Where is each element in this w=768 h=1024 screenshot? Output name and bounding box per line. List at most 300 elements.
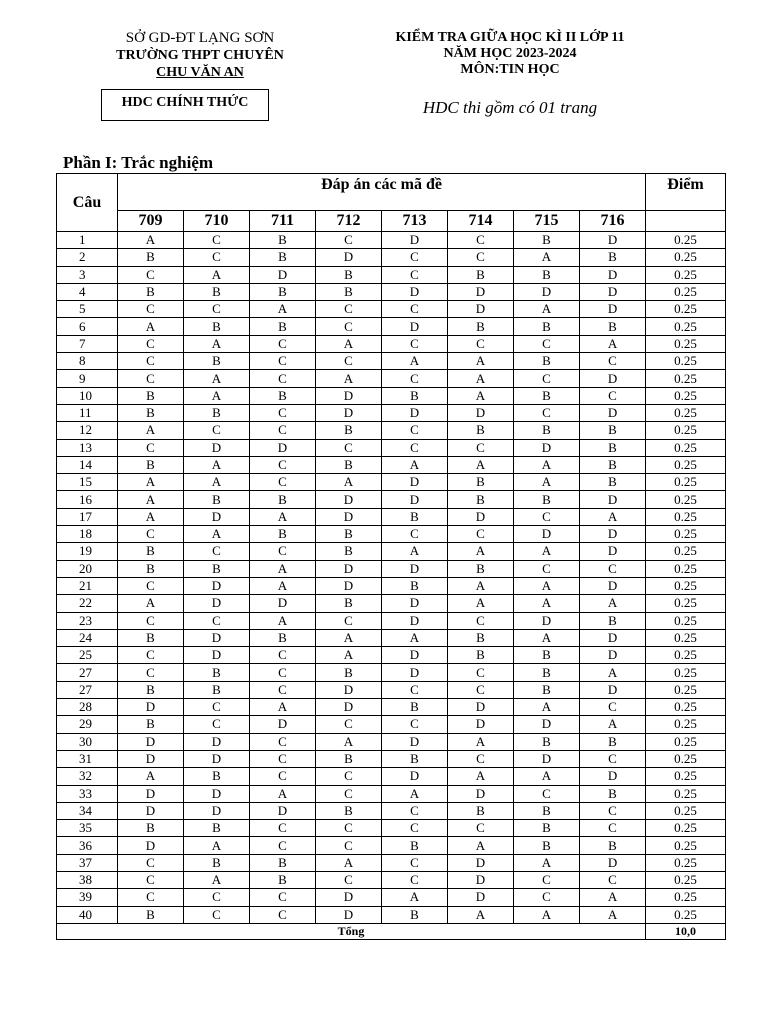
answer-cell: B	[118, 404, 184, 421]
answer-cell: C	[118, 577, 184, 594]
answer-cell: B	[514, 681, 580, 698]
answer-cell: B	[250, 387, 316, 404]
answer-cell: B	[514, 353, 580, 370]
table-header-row	[57, 174, 726, 211]
points-cell: 0.25	[646, 785, 726, 802]
answer-cell: C	[382, 681, 448, 698]
answer-cell: D	[580, 404, 646, 421]
answer-cell: D	[316, 699, 382, 716]
answer-cell: D	[118, 750, 184, 767]
question-number-cell: 7	[57, 335, 118, 352]
question-number-cell: 2	[57, 249, 118, 266]
answer-cell: C	[118, 353, 184, 370]
answer-cell: A	[382, 543, 448, 560]
answer-cell: D	[316, 681, 382, 698]
answer-cell: B	[382, 577, 448, 594]
answer-cell: A	[448, 906, 514, 923]
answer-cell: D	[514, 439, 580, 456]
answer-cell: A	[316, 854, 382, 871]
table-row	[57, 266, 726, 283]
answer-cell: D	[316, 491, 382, 508]
answer-cell: D	[118, 802, 184, 819]
answer-cell: A	[382, 629, 448, 646]
answers-column-header: Đáp án các mã đề	[118, 174, 646, 211]
answer-cell: B	[382, 387, 448, 404]
answer-cell: C	[448, 681, 514, 698]
table-row	[57, 283, 726, 300]
answer-cell: C	[580, 387, 646, 404]
answer-cell: C	[184, 699, 250, 716]
table-row	[57, 664, 726, 681]
exam-code-716: 716	[580, 211, 646, 232]
answer-cell: D	[448, 889, 514, 906]
answer-cell: D	[250, 802, 316, 819]
points-cell: 0.25	[646, 716, 726, 733]
question-number-cell: 10	[57, 387, 118, 404]
answer-cell: C	[250, 750, 316, 767]
answer-cell: B	[184, 404, 250, 421]
table-row	[57, 353, 726, 370]
answer-cell: B	[316, 266, 382, 283]
answer-cell: D	[514, 750, 580, 767]
answer-cell: D	[382, 612, 448, 629]
answer-cell: B	[184, 820, 250, 837]
answer-cell: D	[382, 404, 448, 421]
answer-cell: A	[250, 577, 316, 594]
answer-cell: A	[184, 526, 250, 543]
question-number-cell: 33	[57, 785, 118, 802]
answer-cell: B	[448, 560, 514, 577]
answer-cell: D	[580, 681, 646, 698]
answer-cell: D	[316, 249, 382, 266]
answer-cell: D	[184, 750, 250, 767]
answer-cell: D	[316, 889, 382, 906]
answer-cell: C	[382, 422, 448, 439]
exam-code-712: 712	[316, 211, 382, 232]
answer-cell: C	[382, 335, 448, 352]
answer-cell: C	[382, 854, 448, 871]
answer-cell: A	[118, 768, 184, 785]
table-row	[57, 802, 726, 819]
answer-cell: B	[448, 422, 514, 439]
answer-cell: B	[118, 543, 184, 560]
answer-cell: C	[382, 249, 448, 266]
answer-cell: C	[316, 612, 382, 629]
answer-cell: B	[514, 232, 580, 249]
table-row	[57, 906, 726, 923]
answer-cell: C	[580, 750, 646, 767]
answer-cell: D	[580, 543, 646, 560]
answer-cell: C	[118, 266, 184, 283]
table-row	[57, 699, 726, 716]
question-number-cell: 27	[57, 664, 118, 681]
answer-cell: C	[184, 232, 250, 249]
answer-cell: C	[316, 785, 382, 802]
question-number-cell: 25	[57, 647, 118, 664]
answer-cell: B	[382, 750, 448, 767]
answer-cell: D	[184, 629, 250, 646]
answer-cell: C	[250, 733, 316, 750]
answer-cell: B	[580, 612, 646, 629]
points-cell: 0.25	[646, 474, 726, 491]
answer-cell: C	[382, 802, 448, 819]
subject: MÔN:TIN HỌC	[460, 62, 560, 77]
points-cell: 0.25	[646, 283, 726, 300]
table-row	[57, 768, 726, 785]
answer-cell: B	[184, 491, 250, 508]
header-left	[60, 30, 340, 81]
answer-cell: D	[118, 733, 184, 750]
points-cell: 0.25	[646, 491, 726, 508]
points-cell: 0.25	[646, 629, 726, 646]
points-cell: 0.25	[646, 768, 726, 785]
answer-cell: C	[118, 370, 184, 387]
answer-cell: D	[184, 595, 250, 612]
answer-cell: C	[118, 854, 184, 871]
answer-cell: C	[184, 543, 250, 560]
question-column-header: Câu	[57, 174, 118, 232]
points-cell: 0.25	[646, 232, 726, 249]
table-row	[57, 474, 726, 491]
answer-cell: A	[184, 837, 250, 854]
table-row	[57, 318, 726, 335]
answer-cell: D	[184, 439, 250, 456]
answer-cell: D	[250, 595, 316, 612]
answer-cell: A	[514, 474, 580, 491]
points-cell: 0.25	[646, 681, 726, 698]
answer-cell: B	[514, 664, 580, 681]
answer-cell: C	[250, 906, 316, 923]
answer-cell: C	[316, 871, 382, 888]
answer-cell: D	[184, 785, 250, 802]
table-row	[57, 733, 726, 750]
header-right	[340, 30, 680, 78]
question-number-cell: 36	[57, 837, 118, 854]
answer-cell: C	[118, 439, 184, 456]
answer-cell: B	[448, 629, 514, 646]
answer-cell: C	[250, 837, 316, 854]
points-cell: 0.25	[646, 577, 726, 594]
answer-cell: C	[316, 820, 382, 837]
table-row	[57, 301, 726, 318]
answer-cell: D	[580, 370, 646, 387]
answer-cell: B	[580, 439, 646, 456]
answer-cell: D	[580, 526, 646, 543]
question-number-cell: 20	[57, 560, 118, 577]
answer-cell: B	[580, 318, 646, 335]
question-number-cell: 16	[57, 491, 118, 508]
answer-cell: B	[580, 456, 646, 473]
section-title: Phần I: Trắc nghiệm	[63, 153, 214, 172]
answer-cell: D	[580, 491, 646, 508]
table-row	[57, 335, 726, 352]
answer-cell: C	[118, 612, 184, 629]
answer-cell: C	[316, 716, 382, 733]
answer-cell: A	[448, 837, 514, 854]
points-cell: 0.25	[646, 647, 726, 664]
points-cell: 0.25	[646, 543, 726, 560]
answer-cell: A	[514, 595, 580, 612]
question-number-cell: 40	[57, 906, 118, 923]
answer-cell: C	[448, 249, 514, 266]
answer-cell: A	[448, 768, 514, 785]
answer-cell: D	[250, 266, 316, 283]
table-row	[57, 837, 726, 854]
answer-cell: A	[316, 733, 382, 750]
answer-cell: D	[448, 301, 514, 318]
exam-code-715: 715	[514, 211, 580, 232]
answer-cell: D	[184, 733, 250, 750]
answer-cell: A	[118, 491, 184, 508]
answer-cell: D	[580, 768, 646, 785]
answer-cell: D	[382, 647, 448, 664]
answer-cell: D	[448, 699, 514, 716]
pages-note: HDC thi gồm có 01 trang	[422, 98, 598, 117]
answer-cell: C	[580, 820, 646, 837]
answer-cell: A	[316, 629, 382, 646]
answer-cell: B	[118, 387, 184, 404]
answer-cell: D	[580, 232, 646, 249]
question-number-cell: 5	[57, 301, 118, 318]
answer-cell: A	[184, 871, 250, 888]
answer-cell: B	[118, 716, 184, 733]
question-number-cell: 4	[57, 283, 118, 300]
answer-cell: D	[184, 802, 250, 819]
answer-cell: B	[514, 837, 580, 854]
points-cell: 0.25	[646, 387, 726, 404]
answer-cell: C	[382, 301, 448, 318]
answer-cell: A	[514, 249, 580, 266]
answer-cell: D	[448, 283, 514, 300]
answer-cell: B	[580, 422, 646, 439]
answer-cell: A	[118, 508, 184, 525]
answer-cell: C	[382, 820, 448, 837]
points-cell: 0.25	[646, 404, 726, 421]
answer-cell: D	[448, 854, 514, 871]
table-row	[57, 612, 726, 629]
answer-cell: C	[382, 526, 448, 543]
answer-cell: B	[316, 456, 382, 473]
table-row	[57, 508, 726, 525]
answer-cell: D	[382, 491, 448, 508]
answer-cell: C	[448, 820, 514, 837]
points-cell: 0.25	[646, 439, 726, 456]
question-number-cell: 14	[57, 456, 118, 473]
table-row	[57, 595, 726, 612]
answer-cell: D	[382, 560, 448, 577]
answer-cell: C	[382, 266, 448, 283]
answer-cell: C	[184, 716, 250, 733]
answer-cell: A	[382, 889, 448, 906]
answer-cell: B	[250, 871, 316, 888]
answer-cell: B	[448, 318, 514, 335]
question-number-cell: 21	[57, 577, 118, 594]
answer-cell: C	[580, 802, 646, 819]
points-cell: 0.25	[646, 906, 726, 923]
answer-cell: B	[448, 491, 514, 508]
answer-cell: B	[448, 802, 514, 819]
table-row	[57, 422, 726, 439]
answer-cell: C	[250, 335, 316, 352]
points-cell: 0.25	[646, 508, 726, 525]
answer-cell: C	[580, 871, 646, 888]
question-number-cell: 6	[57, 318, 118, 335]
answer-cell: B	[250, 526, 316, 543]
answer-cell: C	[316, 439, 382, 456]
question-number-cell: 34	[57, 802, 118, 819]
answer-cell: D	[250, 439, 316, 456]
answer-cell: C	[184, 906, 250, 923]
points-subheader-blank	[646, 211, 726, 232]
answer-cell: C	[118, 647, 184, 664]
answer-cell: A	[184, 474, 250, 491]
table-row	[57, 543, 726, 560]
answer-cell: B	[580, 249, 646, 266]
answer-cell: A	[514, 301, 580, 318]
answer-cell: D	[448, 508, 514, 525]
points-cell: 0.25	[646, 526, 726, 543]
question-number-cell: 35	[57, 820, 118, 837]
points-cell: 0.25	[646, 699, 726, 716]
answer-cell: B	[184, 283, 250, 300]
answer-cell: B	[382, 906, 448, 923]
answer-cell: D	[184, 647, 250, 664]
answer-cell: D	[382, 664, 448, 681]
points-cell: 0.25	[646, 266, 726, 283]
answer-cell: B	[250, 232, 316, 249]
answer-cell: B	[184, 681, 250, 698]
points-cell: 0.25	[646, 871, 726, 888]
answer-cell: A	[580, 508, 646, 525]
answer-cell: A	[514, 629, 580, 646]
points-cell: 0.25	[646, 335, 726, 352]
answer-cell: A	[514, 906, 580, 923]
answer-cell: A	[514, 577, 580, 594]
answer-cell: B	[250, 318, 316, 335]
answer-cell: C	[250, 404, 316, 421]
answer-cell: B	[514, 387, 580, 404]
answer-cell: C	[580, 353, 646, 370]
answer-cell: A	[118, 595, 184, 612]
answer-cell: C	[316, 353, 382, 370]
answer-cell: B	[448, 647, 514, 664]
points-cell: 0.25	[646, 664, 726, 681]
answer-cell: D	[118, 785, 184, 802]
answer-cell: B	[514, 266, 580, 283]
answer-cell: C	[580, 560, 646, 577]
points-cell: 0.25	[646, 612, 726, 629]
answer-cell: C	[514, 785, 580, 802]
answer-cell: C	[250, 820, 316, 837]
question-number-cell: 17	[57, 508, 118, 525]
answer-cell: A	[250, 301, 316, 318]
answer-cell: C	[448, 664, 514, 681]
answer-cell: B	[118, 249, 184, 266]
answer-cell: A	[580, 664, 646, 681]
table-row	[57, 370, 726, 387]
answer-cell: D	[580, 577, 646, 594]
answer-cell: A	[184, 266, 250, 283]
answer-cell: C	[580, 699, 646, 716]
answer-cell: D	[580, 854, 646, 871]
table-row	[57, 716, 726, 733]
exam-code-709: 709	[118, 211, 184, 232]
answer-cell: A	[316, 370, 382, 387]
answer-cell: D	[316, 508, 382, 525]
answer-cell: D	[514, 612, 580, 629]
table-row	[57, 439, 726, 456]
answer-cell: C	[316, 837, 382, 854]
school-name-line1: TRƯỜNG THPT CHUYÊN	[116, 48, 284, 63]
total-points: 10,0	[646, 923, 726, 939]
answer-cell: D	[382, 283, 448, 300]
answer-cell: D	[118, 699, 184, 716]
answer-cell: A	[382, 785, 448, 802]
answer-cell: C	[514, 889, 580, 906]
table-row	[57, 526, 726, 543]
answer-cell: A	[118, 232, 184, 249]
answer-cell: D	[448, 404, 514, 421]
points-cell: 0.25	[646, 820, 726, 837]
answer-cell: C	[316, 768, 382, 785]
points-cell: 0.25	[646, 301, 726, 318]
answer-cell: C	[448, 526, 514, 543]
answer-cell: C	[118, 526, 184, 543]
answer-cell: B	[184, 560, 250, 577]
answer-cell: A	[448, 387, 514, 404]
answer-cell: A	[580, 335, 646, 352]
answer-cell: B	[514, 820, 580, 837]
answer-cell: C	[514, 370, 580, 387]
answer-cell: C	[514, 508, 580, 525]
answer-cell: C	[382, 439, 448, 456]
answer-cell: B	[514, 422, 580, 439]
question-number-cell: 8	[57, 353, 118, 370]
answer-cell: B	[184, 768, 250, 785]
points-cell: 0.25	[646, 889, 726, 906]
answer-cell: A	[580, 889, 646, 906]
answer-cell: B	[118, 456, 184, 473]
answer-cell: A	[382, 456, 448, 473]
total-row	[57, 923, 726, 939]
answer-table	[56, 173, 726, 940]
answer-cell: B	[316, 664, 382, 681]
points-cell: 0.25	[646, 837, 726, 854]
department-name: SỞ GD-ĐT LẠNG SƠN	[125, 30, 275, 46]
points-cell: 0.25	[646, 750, 726, 767]
answer-cell: C	[250, 681, 316, 698]
answer-cell: A	[184, 387, 250, 404]
answer-cell: A	[118, 318, 184, 335]
question-number-cell: 18	[57, 526, 118, 543]
answer-cell: C	[118, 335, 184, 352]
answer-cell: A	[448, 353, 514, 370]
answer-cell: A	[118, 422, 184, 439]
answer-cell: A	[448, 543, 514, 560]
points-cell: 0.25	[646, 353, 726, 370]
question-number-cell: 37	[57, 854, 118, 871]
answer-cell: B	[448, 474, 514, 491]
answer-cell: C	[514, 871, 580, 888]
exam-title: KIỂM TRA GIỮA HỌC KÌ II LỚP 11	[395, 30, 625, 45]
answer-cell: C	[316, 232, 382, 249]
answer-cell: D	[382, 474, 448, 491]
answer-cell: C	[382, 716, 448, 733]
answer-cell: A	[514, 543, 580, 560]
question-number-cell: 19	[57, 543, 118, 560]
question-number-cell: 39	[57, 889, 118, 906]
answer-cell: C	[118, 889, 184, 906]
